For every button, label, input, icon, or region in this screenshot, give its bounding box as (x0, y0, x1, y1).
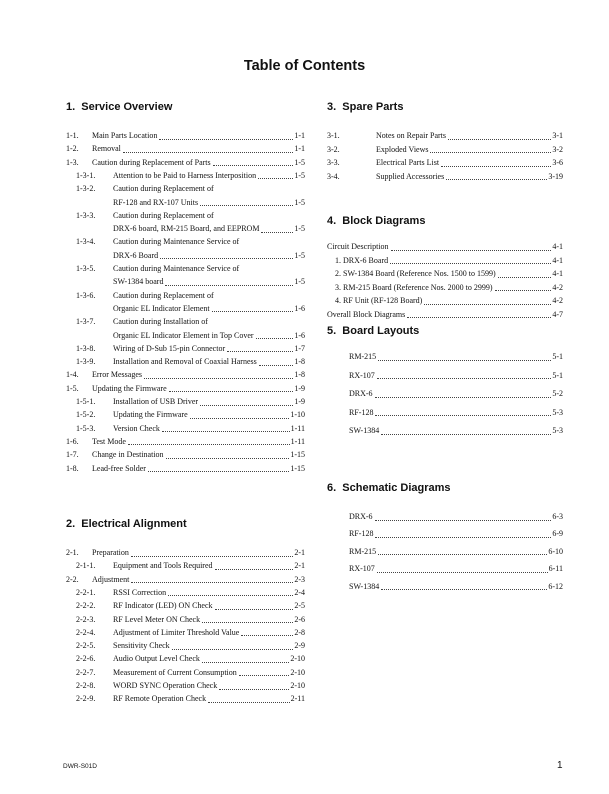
dot-leader (202, 613, 293, 624)
toc-entry-page: 1-8 (294, 370, 305, 380)
toc-entry[interactable] (76, 559, 305, 573)
toc-entry-number: 1-8. (66, 463, 79, 473)
dot-leader (162, 422, 290, 433)
toc-entry[interactable] (76, 395, 305, 409)
toc-entry-title: Supplied Accessories (376, 171, 445, 181)
toc-entry-number: 2-2-2. (76, 601, 96, 611)
toc-entry-title: DRX-6 Board (113, 250, 159, 260)
dot-leader (407, 308, 551, 319)
dot-leader (128, 435, 290, 446)
toc-entry-page: 1-8 (294, 357, 305, 367)
toc-entry-title: RX-107 (349, 370, 375, 380)
toc-entry[interactable] (113, 196, 305, 210)
dot-leader (172, 639, 294, 650)
toc-entry-title: 1. DRX-6 Board (335, 255, 389, 265)
toc-entry-number: 1-3-4. (76, 237, 96, 247)
toc-entry-title: DRX-6 (349, 512, 373, 521)
toc-entry-title: Organic EL Indicator Element in Top Cover (113, 330, 254, 340)
toc-entry-number: 1-3-9. (76, 357, 96, 367)
toc-entry-number: 1-7. (66, 450, 79, 460)
toc-entry-title: 2. SW-1384 Board (Reference Nos. 1500 to 1599) (335, 269, 496, 278)
toc-entry-number: 2-2-8. (76, 681, 96, 690)
toc-entry-title: Measurement of Current Consumption (113, 667, 237, 677)
toc-entry[interactable] (66, 573, 305, 587)
toc-entry[interactable] (76, 182, 305, 196)
dot-leader (202, 652, 289, 663)
toc-entry-page: 2-1 (294, 548, 305, 557)
toc-entry-title: Audio Output Level Check (113, 654, 200, 664)
toc-entry[interactable] (66, 129, 305, 143)
dot-leader (375, 527, 551, 538)
toc-entry[interactable] (335, 294, 563, 308)
toc-entry-number: 3-3. (327, 158, 340, 168)
toc-entry[interactable] (349, 545, 563, 559)
toc-entry-title: RF Level Meter ON Check (113, 614, 201, 624)
toc-entry-page: 1-11 (290, 423, 305, 433)
toc-entry-page: 2-1 (294, 561, 305, 571)
dot-leader (208, 692, 290, 703)
toc-entry-title: 3. RM-215 Board (Reference Nos. 2000 to 2999) (335, 282, 493, 292)
toc-entry-title: RF-128 and RX-107 Units (113, 197, 199, 207)
toc-entry-page: 1-5 (294, 170, 305, 180)
toc-entry-page: 1-6 (294, 303, 305, 313)
dot-leader (441, 156, 551, 167)
toc-entry-title: SW-1384 board (113, 277, 164, 287)
toc-entry[interactable] (349, 387, 563, 401)
toc-entry-page: 2-10 (290, 667, 305, 677)
toc-entry-title: Wiring of D-Sub 15-pin Connector (113, 343, 226, 353)
toc-entry[interactable] (349, 424, 563, 438)
toc-entry[interactable] (66, 448, 305, 462)
toc-entry-page: 2-10 (290, 654, 305, 664)
toc-entry-title: Exploded Views (376, 144, 429, 154)
toc-entry-title: Organic EL Indicator Element (113, 303, 210, 313)
toc-entry-page: 2-11 (290, 694, 305, 704)
toc-entry-number: 1-5-1. (76, 397, 96, 406)
toc-entry-number: 1-3-7. (76, 317, 96, 327)
toc-entry[interactable] (349, 510, 563, 524)
toc-entry-title: Installation and Removal of Coaxial Harness (113, 357, 257, 367)
toc-entry[interactable] (76, 289, 305, 303)
toc-entry-number: 1-1. (66, 131, 79, 140)
dot-leader (169, 382, 294, 393)
footer-model-number: DWR-S01D (63, 763, 97, 770)
toc-entry-title: 4. RF Unit (RF-128 Board) (335, 296, 423, 305)
dot-leader (378, 545, 547, 556)
toc-entry-page: 5-2 (552, 389, 563, 399)
dot-leader (448, 129, 551, 140)
dot-leader (375, 387, 552, 398)
dot-leader (160, 249, 293, 260)
toc-entry-number: 1-5-3. (76, 423, 96, 433)
toc-entry[interactable] (327, 170, 563, 184)
toc-entry[interactable] (66, 462, 305, 476)
toc-entry-page: 1-10 (290, 410, 305, 420)
footer-page-number: 1 (557, 760, 563, 771)
toc-entry[interactable] (113, 302, 305, 316)
dot-leader (239, 666, 290, 677)
dot-leader (212, 302, 294, 313)
toc-entry[interactable] (66, 156, 305, 170)
dot-leader (159, 129, 293, 140)
toc-entry-title: Notes on Repair Parts (376, 131, 446, 140)
toc-entry[interactable] (113, 249, 305, 263)
toc-entry[interactable] (76, 262, 305, 276)
toc-entry-page: 1-11 (290, 436, 305, 446)
section-heading-electrical-alignment: 2. Electrical Alignment (66, 518, 187, 530)
toc-entry-title: Adjustment of Limiter Threshold Value (113, 627, 240, 637)
dot-leader (166, 448, 290, 459)
toc-entry-title: RM-215 (349, 546, 377, 556)
toc-entry-number: 2-2-1. (76, 587, 96, 597)
toc-entry-number: 1-3-8. (76, 343, 96, 353)
dot-leader (375, 406, 551, 417)
toc-entry[interactable] (66, 382, 305, 396)
dot-leader (377, 562, 548, 573)
toc-entry-page: 4-2 (552, 282, 563, 292)
toc-entry-title: Overall Block Diagrams (327, 309, 406, 319)
dot-leader (165, 275, 293, 286)
toc-entry-number: 2-1. (66, 548, 79, 557)
toc-entry[interactable] (76, 652, 305, 666)
toc-entry-number: 2-2. (66, 574, 79, 584)
toc-entry-page: 4-1 (552, 242, 563, 251)
toc-entry-page: 1-6 (294, 330, 305, 340)
toc-entry-title: WORD SYNC Operation Check (113, 681, 218, 690)
dot-leader (495, 281, 552, 292)
toc-entry-page: 4-7 (552, 309, 563, 319)
dot-leader (430, 143, 551, 154)
toc-entry-number: 2-1-1. (76, 561, 96, 571)
toc-entry-title: Caution during Installation of (113, 317, 208, 327)
toc-entry-number: 1-5-2. (76, 410, 96, 420)
toc-entry[interactable] (66, 435, 305, 449)
toc-entry-number: 2-2-7. (76, 667, 96, 677)
section-heading-board-layouts: 5. Board Layouts (327, 325, 420, 337)
toc-entry-title: Caution during Maintenance Service of (113, 237, 240, 247)
toc-entry-title: Updating the Firmware (92, 383, 167, 393)
toc-entry-page: 6-3 (552, 512, 563, 521)
toc-entry[interactable] (327, 156, 563, 170)
toc-entry-page: 1-15 (290, 450, 305, 460)
toc-entry-number: 1-3-1. (76, 170, 96, 180)
toc-entry-title: Circuit Description (327, 242, 389, 251)
toc-entry-title: RSSI Correction (113, 587, 167, 597)
toc-entry-page: 1-1 (294, 131, 305, 140)
toc-entry-page: 3-19 (548, 171, 563, 181)
dot-leader (256, 329, 294, 340)
toc-entry-title: Caution during Replacement of (113, 290, 214, 300)
toc-entry-title: RM-215 (349, 352, 377, 361)
toc-entry-title: SW-1384 (349, 581, 380, 591)
toc-entry-title: SW-1384 (349, 426, 380, 436)
toc-entry[interactable] (76, 679, 305, 693)
dot-leader (381, 424, 551, 435)
toc-entry-page: 6-9 (552, 529, 563, 539)
toc-entry[interactable] (76, 599, 305, 613)
toc-entry-page: 2-5 (294, 601, 305, 611)
dot-leader (378, 350, 551, 361)
dot-leader (131, 546, 293, 557)
toc-entry-title: Caution during Replacement of (113, 184, 214, 194)
toc-entry[interactable] (349, 406, 563, 420)
toc-entry-page: 5-3 (552, 426, 563, 436)
toc-entry-number: 3-2. (327, 144, 340, 154)
dot-leader (446, 170, 547, 181)
toc-entry[interactable] (76, 315, 305, 329)
toc-entry-number: 1-3-2. (76, 184, 96, 194)
toc-entry-title: Change in Destination (92, 450, 164, 460)
toc-entry-number: 2-2-6. (76, 654, 96, 664)
toc-entry-number: 1-6. (66, 436, 79, 446)
toc-entry[interactable] (76, 639, 305, 653)
toc-entry-title: RF Indicator (LED) ON Check (113, 601, 213, 611)
dot-leader (131, 573, 293, 584)
toc-entry[interactable] (76, 209, 305, 223)
toc-entry[interactable] (349, 562, 563, 576)
dot-leader (391, 240, 552, 251)
toc-entry-page: 2-8 (294, 627, 305, 637)
dot-leader (144, 368, 293, 379)
toc-entry[interactable] (66, 546, 305, 560)
toc-entry[interactable] (76, 613, 305, 627)
toc-entry-title: Caution during Replacement of (113, 210, 214, 220)
toc-entry-page: 3-1 (552, 131, 563, 140)
toc-entry[interactable] (76, 235, 305, 249)
toc-entry-page: 3-2 (552, 144, 563, 154)
toc-entry-title: Removal (92, 144, 121, 154)
toc-entry-title: RF-128 (349, 407, 374, 417)
dot-leader (381, 580, 547, 591)
toc-entry-title: Updating the Firmware (113, 410, 188, 420)
toc-entry[interactable] (66, 142, 305, 156)
toc-entry-number: 1-4. (66, 370, 79, 380)
toc-entry[interactable] (327, 308, 563, 322)
toc-entry[interactable] (76, 355, 305, 369)
toc-entry-page: 1-5 (294, 224, 305, 234)
toc-entry[interactable] (76, 692, 305, 706)
toc-entry-number: 3-1. (327, 131, 340, 140)
dot-leader (215, 599, 294, 610)
toc-entry-page: 1-7 (294, 343, 305, 353)
toc-entry[interactable] (335, 281, 563, 295)
dot-leader (213, 156, 294, 167)
toc-entry-page: 2-4 (294, 587, 305, 597)
toc-entry-title: Caution during Maintenance Service of (113, 264, 240, 273)
toc-entry-title: Lead-free Solder (92, 463, 146, 473)
toc-entry-title: Version Check (113, 423, 160, 433)
toc-entry-page: 4-1 (552, 255, 563, 265)
dot-leader (377, 369, 552, 380)
toc-entry-title: Equipment and Tools Required (113, 561, 213, 571)
dot-leader (259, 355, 294, 366)
toc-entry-page: 5-1 (552, 370, 563, 380)
dot-leader (424, 294, 551, 305)
toc-entry-number: 1-2. (66, 144, 79, 154)
toc-entry-title: Test Mode (92, 436, 126, 446)
toc-entry-title: Sensitivity Check (113, 641, 170, 651)
toc-entry-number: 2-2-3. (76, 614, 96, 624)
toc-entry-page: 2-3 (294, 574, 305, 584)
toc-entry-title: Caution during Replacement of Parts (92, 157, 211, 167)
toc-entry-title: DRX-6 board, RM-215 Board, and EEPROM (113, 224, 260, 234)
toc-entry[interactable] (349, 350, 563, 364)
dot-leader (200, 196, 293, 207)
dot-leader (261, 222, 293, 233)
dot-leader (375, 510, 552, 521)
page-title: Table of Contents (243, 58, 366, 74)
toc-entry[interactable] (113, 275, 305, 289)
toc-entry-title: RX-107 (349, 564, 375, 574)
toc-entry-page: 1-1 (294, 144, 305, 154)
toc-entry-page: 1-5 (294, 250, 305, 260)
toc-entry-title: Error Messages (92, 370, 142, 380)
toc-entry[interactable] (113, 329, 305, 343)
toc-entry[interactable] (327, 143, 563, 157)
toc-entry-page: 2-10 (290, 681, 305, 690)
toc-entry-page: 4-1 (552, 269, 563, 278)
toc-entry[interactable] (76, 169, 305, 183)
section-heading-schematic-diagrams: 6. Schematic Diagrams (327, 482, 451, 494)
toc-entry-page: 2-9 (294, 641, 305, 651)
toc-entry[interactable] (76, 666, 305, 680)
toc-entry-page: 5-1 (552, 352, 563, 361)
toc-entry-number: 1-5. (66, 383, 79, 393)
toc-entry-page: 6-12 (548, 581, 563, 591)
toc-entry-number: 2-2-4. (76, 627, 96, 637)
toc-entry-number: 2-2-9. (76, 694, 96, 704)
dot-leader (148, 462, 289, 473)
toc-entry[interactable] (113, 222, 305, 236)
toc-entry-title: Main Parts Location (92, 131, 158, 140)
toc-entry-page: 1-9 (294, 383, 305, 393)
toc-entry[interactable] (76, 626, 305, 640)
toc-entry[interactable] (66, 368, 305, 382)
section-heading-service-overview: 1. Service Overview (66, 101, 173, 113)
toc-entry-title: Electrical Parts List (376, 158, 440, 168)
toc-entry[interactable] (76, 342, 305, 356)
dot-leader (215, 559, 294, 570)
dot-leader (227, 342, 293, 353)
toc-entry[interactable] (327, 240, 563, 254)
toc-entry-number: 1-3. (66, 157, 79, 167)
toc-entry-page: 1-9 (294, 397, 305, 406)
dot-leader (123, 142, 293, 153)
toc-entry-page: 6-10 (548, 546, 563, 556)
toc-entry-page: 3-6 (552, 158, 563, 168)
section-heading-block-diagrams: 4. Block Diagrams (327, 215, 426, 227)
toc-entry-number: 1-3-3. (76, 210, 96, 220)
toc-entry[interactable] (335, 254, 563, 268)
toc-entry-page: 1-5 (294, 197, 305, 207)
toc-entry-number: 1-3-5. (76, 264, 96, 273)
toc-entry-number: 2-2-5. (76, 641, 96, 651)
dot-leader (190, 408, 290, 419)
toc-entry[interactable] (327, 129, 563, 143)
toc-entry-title: RF Remote Operation Check (113, 694, 207, 704)
toc-entry-title: RF-128 (349, 529, 374, 539)
dot-leader (241, 626, 293, 637)
toc-entry-title: DRX-6 (349, 389, 373, 399)
toc-entry-number: 1-3-6. (76, 290, 96, 300)
toc-entry-page: 5-3 (552, 407, 563, 417)
toc-entry-page: 2-6 (294, 614, 305, 624)
dot-leader (498, 267, 552, 278)
toc-entry[interactable] (335, 267, 563, 281)
toc-entry-page: 4-2 (552, 296, 563, 305)
toc-entry-title: Attention to be Paid to Harness Interposition (113, 170, 257, 180)
toc-entry-page: 1-5 (294, 277, 305, 287)
dot-leader (219, 679, 289, 690)
toc-entry-title: Installation of USB Driver (113, 397, 199, 406)
toc-entry[interactable] (76, 422, 305, 436)
dot-leader (390, 254, 551, 265)
dot-leader (200, 395, 293, 406)
toc-entry[interactable] (76, 586, 305, 600)
toc-entry[interactable] (349, 580, 563, 594)
toc-entry-page: 1-15 (290, 463, 305, 473)
toc-entry-number: 3-4. (327, 171, 340, 181)
toc-entry[interactable] (349, 527, 563, 541)
toc-entry-title: Adjustment (92, 574, 130, 584)
dot-leader (168, 586, 293, 597)
toc-entry-page: 1-5 (294, 157, 305, 167)
section-heading-spare-parts: 3. Spare Parts (327, 101, 404, 113)
toc-entry-page: 6-11 (548, 564, 563, 574)
toc-entry-title: Preparation (92, 548, 129, 557)
toc-entry[interactable] (349, 369, 563, 383)
toc-entry[interactable] (76, 408, 305, 422)
dot-leader (258, 169, 293, 180)
